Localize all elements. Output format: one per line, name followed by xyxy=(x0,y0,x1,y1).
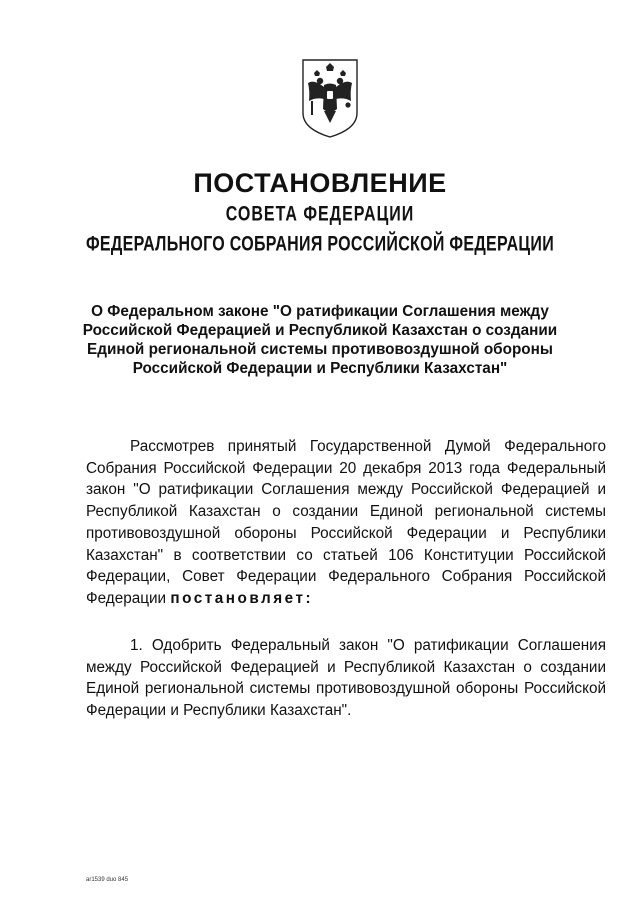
body-paragraph-1-text: Рассмотрев принятый Государственной Думой Федерального Собрания Российской Федерации 20 декабря 2013 года Федеральный закон "О ратификации Соглашения между Российской Федерацией и Республикой Казахстан о создании Единой региональной системы противовоздушной обороны Российской Федерации и Республики Казахстан" в соответствии со статьей 106 Конституции Российской Федерации, Совет Федерации Федерального Собрания Российской Федерации xyxy=(86,438,606,607)
footer-code: ar1539 duo 845 xyxy=(86,877,129,883)
document-subtitle-assembly: ФЕДЕРАЛЬНОГО СОБРАНИЯ РОССИЙСКОЙ ФЕДЕРАЦИИ xyxy=(85,233,555,256)
double-headed-eagle-icon xyxy=(300,57,360,139)
document-subject: О Федеральном законе "О ратификации Соглашения между Российской Федерацией и Республикой Казахстан о создании Единой региональной системы противовоздушной обороны Российской Федерации и Республики Казахстан" xyxy=(82,303,558,377)
body-paragraph-1 xyxy=(86,436,606,610)
decree-word: постановляет: xyxy=(170,589,314,607)
document-subtitle-council: СОВЕТА ФЕДЕРАЦИИ xyxy=(225,203,415,226)
document-title: ПОСТАНОВЛЕНИЕ xyxy=(193,168,447,198)
body-paragraph-2: 1. Одобрить Федеральный закон "О ратификации Соглашения между Российской Федерацией и Республикой Казахстан о создании Единой региональной системы противовоздушной обороны Российской Федерации и Республики Казахстан". xyxy=(86,637,606,720)
